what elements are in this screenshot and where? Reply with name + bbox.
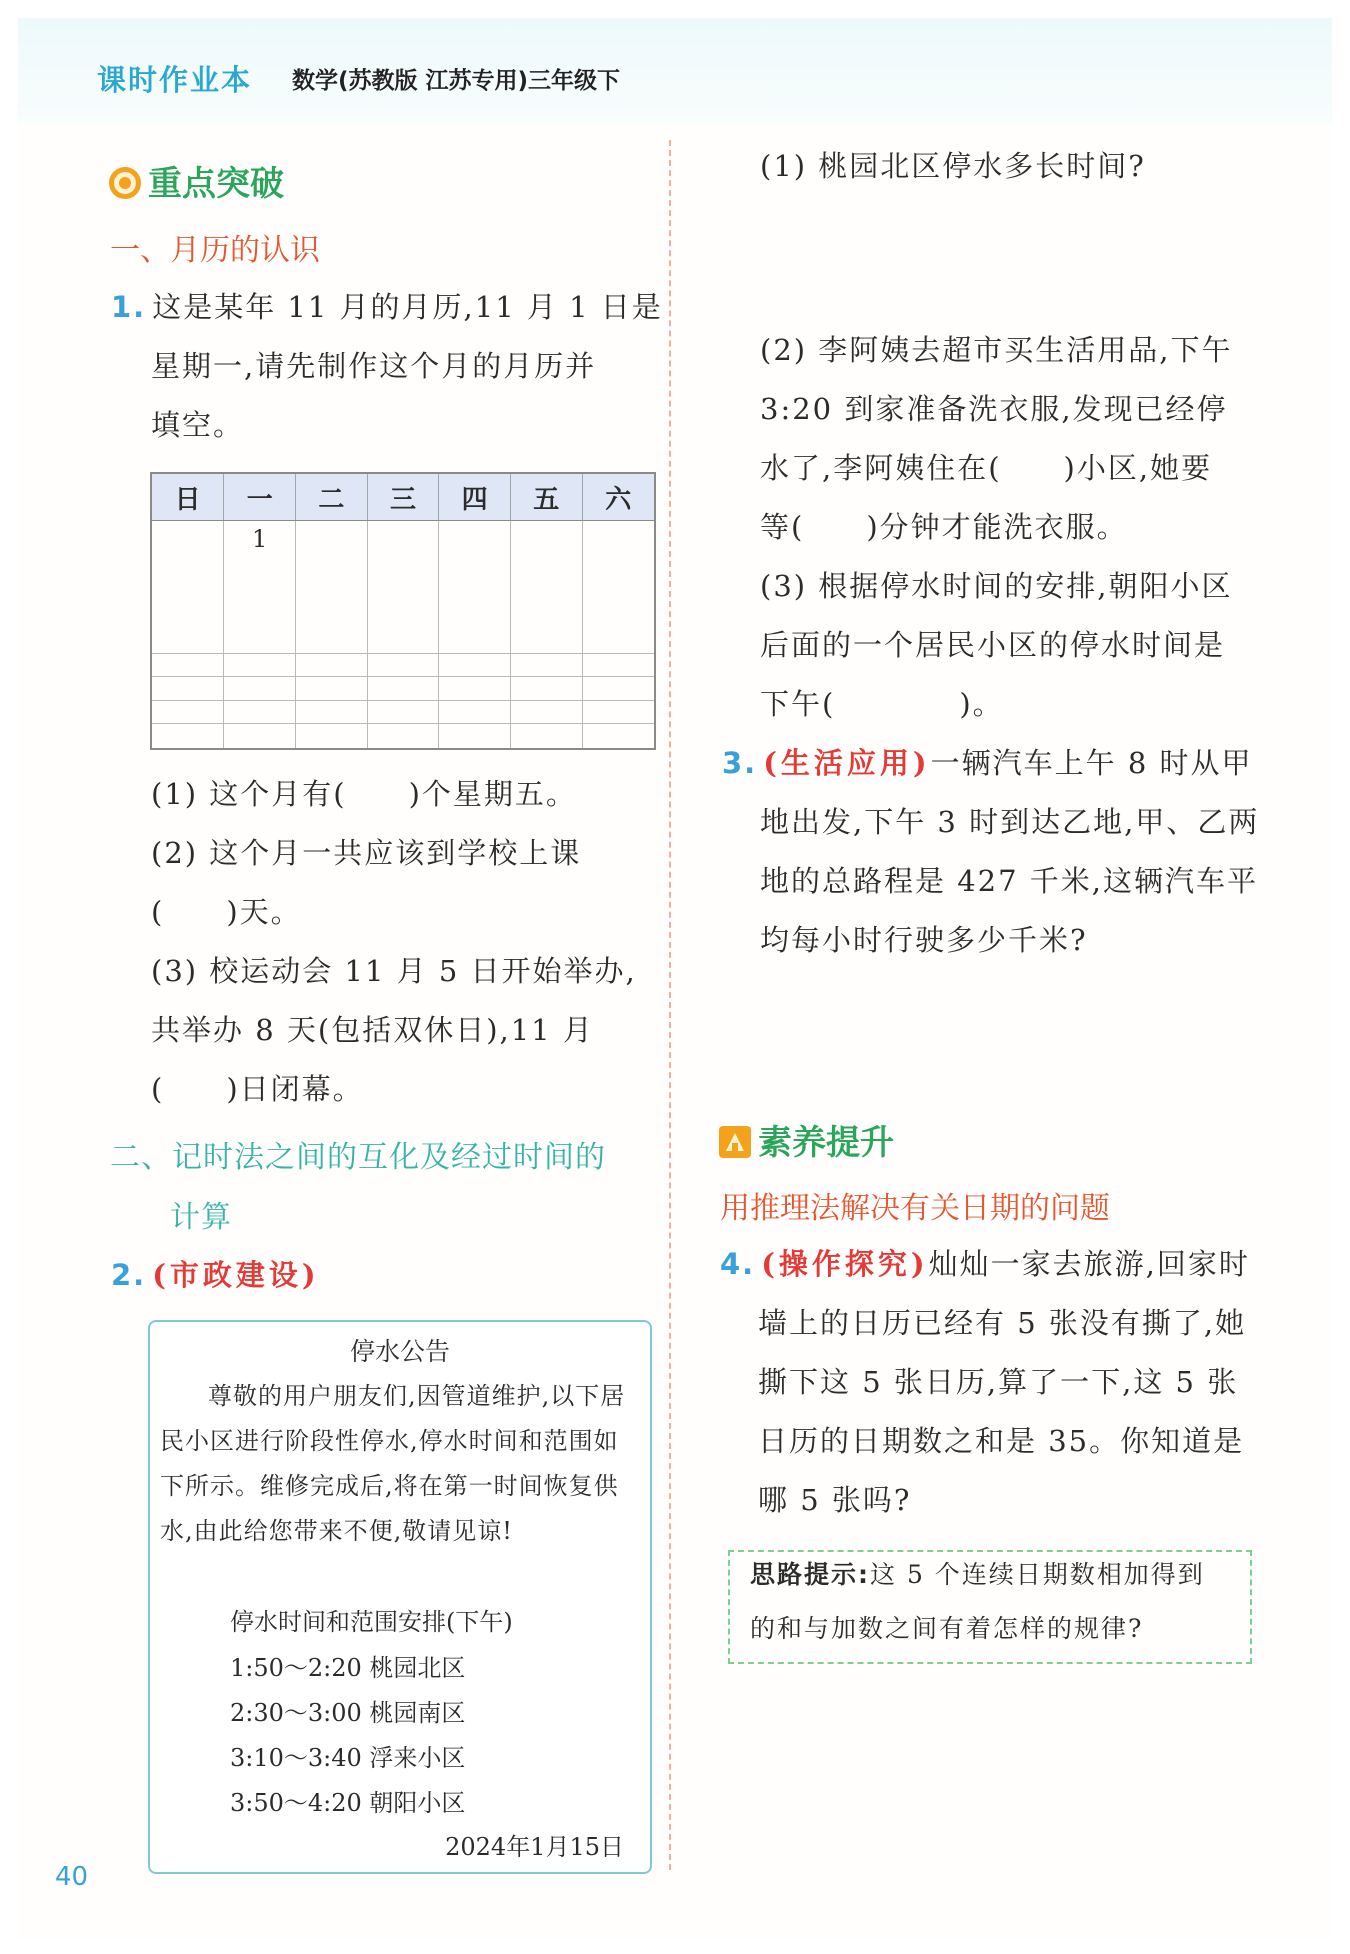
weekday-header: 二 — [296, 473, 368, 521]
notice-body: 尊敬的用户朋友们,因管道维护,以下居民小区进行阶段性停水,停水时间和范围如下所示。维修完成后,将在第一时间恢复供水,由此给您带来不便,敬请见谅! — [160, 1382, 626, 1545]
calendar-cell[interactable] — [367, 521, 439, 654]
calendar-cell[interactable] — [582, 521, 655, 654]
calendar-cell[interactable] — [439, 521, 511, 654]
schedule-row: 3:50～4:20 朝阳小区 — [230, 1789, 466, 1817]
question-text: 灿灿一家去旅游,回家时 — [928, 1247, 1250, 1281]
section-title-improvement — [718, 1115, 894, 1164]
calendar-row — [151, 677, 655, 700]
hint-line-1 — [750, 1548, 1205, 1602]
question-3-line-2: 地出发,下午 3 时到达乙地,甲、乙两 — [760, 805, 1260, 839]
notice-title: 停水公告 — [349, 1337, 450, 1366]
calendar-cell[interactable] — [367, 700, 439, 723]
question-4-line-5: 哪 5 张吗? — [758, 1483, 912, 1517]
water-outage-notice — [148, 1320, 652, 1874]
question-text: 一辆汽车上午 8 时从甲 — [930, 746, 1253, 780]
calendar-row — [151, 700, 655, 723]
subsection-reasoning: 用推理法解决有关日期的问题 — [720, 1191, 1110, 1226]
question-4-line-1 — [720, 1235, 1250, 1294]
calendar-cell[interactable] — [151, 677, 224, 700]
calendar-cell[interactable] — [582, 653, 655, 676]
q2-part-1: (1) 桃园北区停水多长时间? — [760, 149, 1146, 183]
question-4-line-4: 日历的日期数之和是 35。你知道是 — [758, 1424, 1245, 1458]
question-3-line-1 — [722, 734, 1253, 793]
calendar-cell[interactable] — [224, 653, 296, 676]
calendar-row — [151, 653, 655, 676]
calendar-cell[interactable] — [510, 724, 582, 749]
question-number: 2. — [111, 1258, 147, 1292]
q2-part-2-line-4: 等( )分钟才能洗衣服。 — [760, 510, 1128, 544]
calendar-cell[interactable] — [439, 677, 511, 700]
calendar-cell[interactable] — [224, 700, 296, 723]
calendar-cell[interactable]: 1 — [224, 521, 296, 654]
hint-box — [728, 1550, 1252, 1664]
calendar-table — [150, 472, 656, 750]
notice-date: 2024年1月15日 — [445, 1833, 624, 1861]
section-title-text: 重点突破 — [148, 164, 284, 204]
brand-title: 课时作业本 — [97, 63, 253, 97]
q1-part-2-line-2: ( )天。 — [151, 895, 302, 929]
calendar-cell[interactable] — [510, 521, 582, 654]
question-4-line-3: 撕下这 5 张日历,算了一下,这 5 张 — [758, 1365, 1239, 1399]
q2-part-2-line-3: 水了,李阿姨住在( )小区,她要 — [760, 451, 1213, 485]
section-title-text: 素养提升 — [758, 1123, 894, 1163]
q1-part-1: (1) 这个月有( )个星期五。 — [151, 777, 577, 811]
question-tag: (操作探究) — [761, 1247, 929, 1281]
q2-part-3-line-2: 后面的一个居民小区的停水时间是 — [760, 628, 1226, 662]
calendar-cell[interactable] — [367, 724, 439, 749]
q2-part-2-line-1: (2) 李阿姨去超市买生活用品,下午 — [760, 333, 1233, 367]
question-text: 这是某年 11 月的月历,11 月 1 日是 — [152, 290, 663, 324]
subsection-time-line-2: 计算 — [170, 1200, 232, 1235]
calendar-cell[interactable] — [439, 724, 511, 749]
q1-part-2-line-1: (2) 这个月一共应该到学校上课 — [151, 836, 582, 870]
q2-part-3-line-1: (3) 根据停水时间的安排,朝阳小区 — [760, 569, 1233, 603]
q2-part-3-line-3: 下午( )。 — [760, 687, 1004, 721]
hint-line-2: 的和与加数之间有着怎样的规律? — [750, 1614, 1144, 1643]
calendar-cell[interactable] — [439, 700, 511, 723]
q1-part-3-line-2: 共举办 8 天(包括双休日),11 月 — [151, 1013, 594, 1047]
calendar-cell[interactable] — [582, 700, 655, 723]
calendar-cell[interactable] — [510, 653, 582, 676]
subject-label: 数学(苏教版 江苏专用)三年级下 — [292, 68, 621, 94]
subsection-time-line-1: 二、记时法之间的互化及经过时间的 — [110, 1140, 606, 1175]
calendar-cell[interactable] — [224, 724, 296, 749]
question-3-line-4: 均每小时行驶多少千米? — [760, 923, 1088, 957]
question-1-line-3: 填空。 — [151, 408, 245, 442]
weekday-header: 三 — [367, 473, 439, 521]
calendar-cell[interactable] — [151, 521, 224, 654]
question-number: 4. — [720, 1247, 756, 1281]
question-4-line-2: 墙上的日历已经有 5 张没有撕了,她 — [758, 1306, 1247, 1340]
question-1-line-2: 星期一,请先制作这个月的月历并 — [151, 349, 597, 383]
weekday-header: 日 — [151, 473, 224, 521]
growth-icon — [718, 1125, 752, 1159]
calendar-cell[interactable] — [439, 653, 511, 676]
question-number: 3. — [722, 746, 758, 780]
schedule-row: 3:10～3:40 浮来小区 — [230, 1744, 466, 1772]
calendar-cell[interactable] — [151, 724, 224, 749]
weekday-header: 四 — [439, 473, 511, 521]
question-2-heading — [111, 1246, 320, 1305]
question-number: 1. — [111, 290, 147, 324]
question-tag: (市政建设) — [152, 1258, 320, 1292]
column-divider — [669, 140, 671, 1870]
hint-label: 思路提示: — [750, 1560, 870, 1589]
calendar-cell[interactable] — [367, 677, 439, 700]
calendar-cell[interactable] — [510, 677, 582, 700]
hint-text: 这 5 个连续日期数相加得到 — [870, 1560, 1205, 1589]
q2-part-2-line-2: 3:20 到家准备洗衣服,发现已经停 — [760, 392, 1228, 426]
calendar-row — [151, 724, 655, 749]
calendar-cell[interactable] — [582, 677, 655, 700]
calendar-cell[interactable] — [224, 677, 296, 700]
calendar-cell[interactable] — [510, 700, 582, 723]
q1-part-3-line-3: ( )日闭幕。 — [151, 1072, 364, 1106]
calendar-cell[interactable] — [367, 653, 439, 676]
calendar-header-row — [151, 473, 655, 521]
calendar-row — [151, 521, 655, 654]
weekday-header: 一 — [224, 473, 296, 521]
calendar-cell[interactable] — [296, 724, 368, 749]
calendar-cell[interactable] — [296, 700, 368, 723]
schedule-row: 1:50～2:20 桃园北区 — [230, 1654, 466, 1682]
target-icon — [108, 166, 142, 200]
schedule-row: 2:30～3:00 桃园南区 — [230, 1699, 466, 1727]
calendar-cell[interactable] — [151, 700, 224, 723]
section-title-key-points — [108, 156, 284, 205]
calendar-cell[interactable] — [296, 653, 368, 676]
schedule-title: 停水时间和范围安排(下午) — [230, 1608, 513, 1636]
calendar-cell[interactable] — [151, 653, 224, 676]
weekday-header: 六 — [582, 473, 655, 521]
calendar-cell[interactable] — [582, 724, 655, 749]
calendar-cell[interactable] — [296, 677, 368, 700]
page-number: 40 — [55, 1862, 89, 1892]
question-3-line-3: 地的总路程是 427 千米,这辆汽车平 — [760, 864, 1259, 898]
calendar-cell[interactable] — [296, 521, 368, 654]
q1-part-3-line-1: (3) 校运动会 11 月 5 日开始举办, — [151, 954, 637, 988]
question-1-line-1 — [111, 278, 663, 337]
subsection-calendar: 一、月历的认识 — [110, 233, 320, 268]
question-tag: (生活应用) — [763, 746, 931, 780]
weekday-header: 五 — [510, 473, 582, 521]
